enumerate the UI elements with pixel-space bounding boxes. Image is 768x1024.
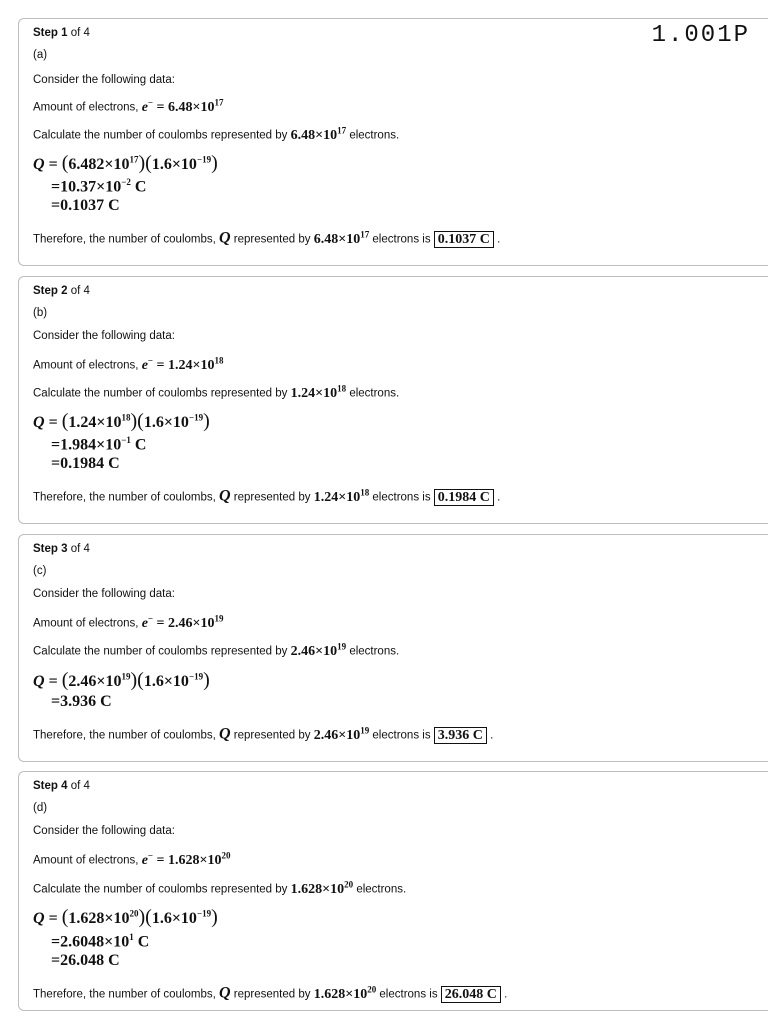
equation-line-1: $Q = (2.46\times 10^{19})(1.6\times 10^{-19})$ [33,669,210,691]
calc-line: Calculate the number of coulombs represented by $6.48\times 10^{17}$ electrons. [33,125,400,143]
equation-line-2: $=10.37\times 10^{-2}$ C [51,177,147,196]
consider-text: Consider the following data: [33,74,175,86]
equation-line-3: =0.1037 C [51,197,120,214]
answer-box: 0.1984 C [434,489,494,506]
calc-line: Calculate the number of coulombs represented by $2.46\times 10^{19}$ electrons. [33,641,400,659]
consider-text: Consider the following data: [33,825,175,837]
equation-line-3: =26.048 C [51,952,120,969]
step-title: Step 3 of 4 [33,543,90,555]
step-card-1 [18,18,768,266]
equation-line-1: $Q = (6.482\times 10^{17})(1.6\times 10^{-19})$ [33,152,218,174]
step-card-3 [18,534,768,762]
document-code: 1.001P [651,22,750,49]
part-label: (d) [33,802,48,814]
step-title: Step 2 of 4 [33,285,90,297]
answer-box: 3.936 C [434,727,487,744]
step-card-2 [18,276,768,524]
step-card-4 [18,771,768,1011]
therefore-line: Therefore, the number of coulombs, Q represented by $1.24\times 10^{18}$ electrons is 0.1984 C . [33,487,501,505]
consider-text: Consider the following data: [33,588,175,600]
part-label: (b) [33,307,48,319]
consider-text: Consider the following data: [33,330,175,342]
amount-line: Amount of electrons, $e^- = 1.628\times 10^{20}$ [33,850,231,868]
equation-line-1: $Q = (1.24\times 10^{18})(1.6\times 10^{-19})$ [33,410,210,432]
therefore-line: Therefore, the number of coulombs, Q represented by $6.48\times 10^{17}$ electrons is 0.1037 C . [33,229,501,247]
part-label: (a) [33,49,48,61]
amount-line: Amount of electrons, $e^- = 2.46\times 10^{19}$ [33,613,224,631]
equation-line-2: $=2.6048\times 10^1$ C [51,932,150,951]
step-title: Step 1 of 4 [33,27,90,39]
calc-line: Calculate the number of coulombs represented by $1.24\times 10^{18}$ electrons. [33,383,400,401]
part-label: (c) [33,565,47,577]
amount-line: Amount of electrons, $e^- = 1.24\times 10^{18}$ [33,355,224,373]
step-title: Step 4 of 4 [33,780,90,792]
calc-line: Calculate the number of coulombs represented by $1.628\times 10^{20}$ electrons. [33,879,407,897]
amount-line: Amount of electrons, $e^- = 6.48\times 10^{17}$ [33,97,224,115]
equation-line-1: $Q = (1.628\times 10^{20})(1.6\times 10^{-19})$ [33,906,218,928]
equation-line-3: =0.1984 C [51,455,120,472]
equation-line-2: =3.936 C [51,693,112,710]
answer-box: 26.048 C [441,986,501,1003]
answer-box: 0.1037 C [434,231,494,248]
therefore-line: Therefore, the number of coulombs, Q represented by $1.628\times 10^{20}$ electrons is 26.048 C . [33,984,508,1002]
equation-line-2: $=1.984\times 10^{-1}$ C [51,435,147,454]
therefore-line: Therefore, the number of coulombs, Q represented by $2.46\times 10^{19}$ electrons is 3.936 C . [33,725,494,743]
